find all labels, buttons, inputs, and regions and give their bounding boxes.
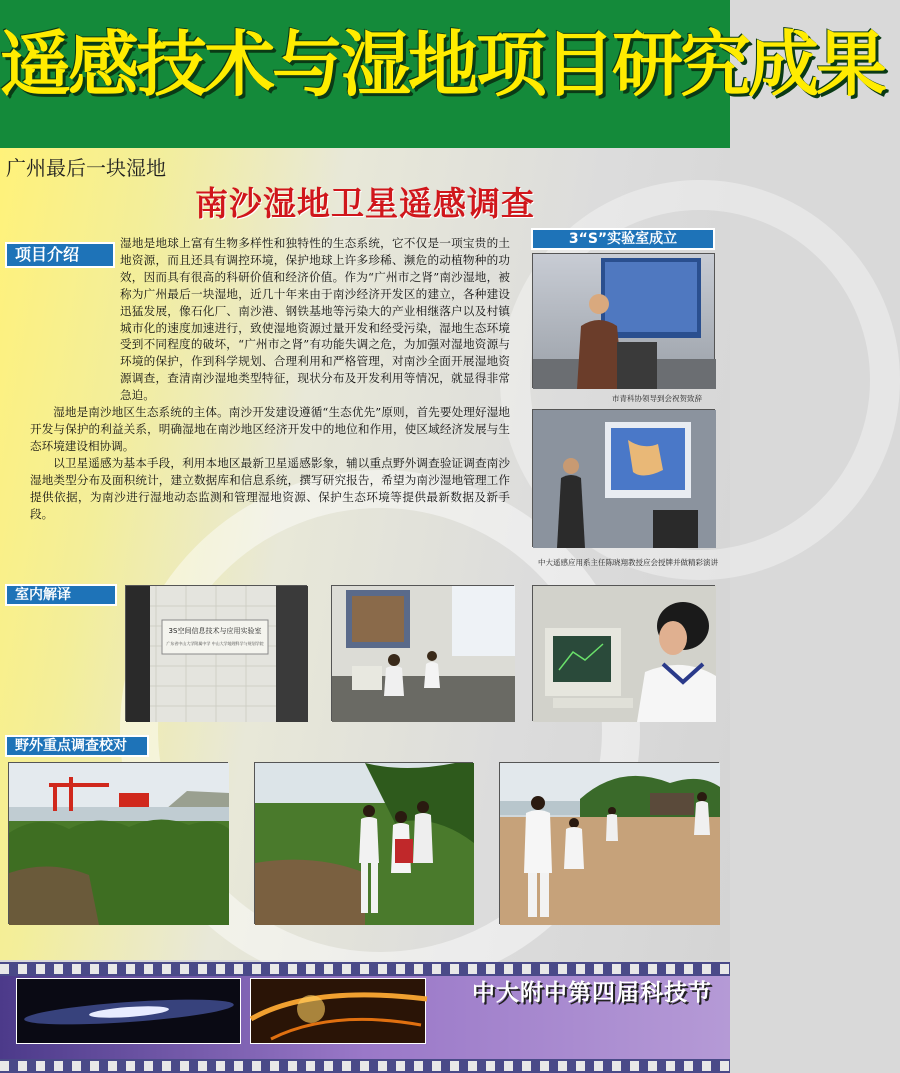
indoor-photo-student — [532, 585, 715, 721]
poster-title: 遥感技术与湿地项目研究成果 — [0, 23, 885, 106]
subtitle-line-1: 广州最后一块湿地 — [6, 156, 166, 180]
field-photo-students-bushes — [254, 762, 473, 924]
poster-header — [0, 0, 885, 148]
lab-sign-line-2: 广东省中山大学附属中学 中山大学地理科学与规划学院 — [166, 641, 264, 646]
field-photo-port — [8, 762, 228, 924]
footer-abstract-image — [250, 978, 426, 1044]
film-holes-bottom — [0, 1061, 730, 1071]
lab-sign-line-1: 3S空间信息技术与应用实验室 — [168, 627, 262, 635]
indoor-photo-computers — [331, 585, 514, 721]
section-label-intro: 项目介绍 — [5, 242, 115, 268]
subtitle-line-2: 南沙湿地卫星遥感调查 — [195, 184, 535, 223]
lab-photo-speech — [532, 253, 715, 388]
field-photo-students-shore — [499, 762, 719, 924]
intro-paragraph-1: 湿地是地球上富有生物多样性和独特性的生态系统，它不仅是一项宝贵的土地资源，而且还具有调控环境，保护地球上许多珍稀、濒危的动植物种的功效，因而具有很高的科研价值和经济价值。作为“广州市之肾”南沙湿地，被称为广州最后一块湿地，近几十年来由于南沙经济开发区的建立，各种建设迅猛发展，像石化厂、南沙港、钢铁基地等污染大的产业相继落户以及村镇城市化的速度加速进行，致使湿地资源过量开发和经受污染，湿地生态环境受到不同程度的破坏，“广州市之肾”有功能失调之危，为加强对湿地资源与环境的保护，作到科学规划、合理利用和严格管理，对南沙全面开展湿地资源调查，查清南沙湿地类型特征，现状分布及开发利用等情况，就显得非常急迫。 — [120, 236, 510, 403]
film-holes-top — [0, 964, 730, 974]
section-label-field: 野外重点调查校对 — [5, 735, 149, 757]
indoor-photo-sign — [125, 585, 307, 721]
lab-photo-lecture — [532, 409, 715, 547]
footer-galaxy-image — [16, 978, 241, 1044]
photo-caption-2: 中大遥感应用系主任陈晓翔教授应会授牌并做精彩演讲 — [538, 558, 718, 567]
photo-caption-1: 市青科协领导到会祝贺致辞 — [612, 394, 702, 403]
intro-text — [30, 235, 510, 522]
intro-paragraph-2: 湿地是南沙地区生态系统的主体。南沙开发建设遵循“生态优先”原则，首先要处理好湿地开发与保护的利益关系，明确湿地在南沙地区经济开发中的地位和作用，使区域经济发展与生态环境建设相协调。 — [30, 405, 510, 453]
section-label-indoor: 室内解译 — [5, 584, 117, 606]
footer-title: 中大附中第四届科技节 — [472, 980, 712, 1006]
section-label-lab: 3“S”实验室成立 — [531, 228, 715, 250]
intro-paragraph-3: 以卫星遥感为基本手段，利用本地区最新卫星遥感影象，辅以重点野外调查验证调查南沙湿地类型分布及面积统计，建立数据库和信息系统，撰写研究报告，希望为南沙湿地管理工作提供依据，为南沙进行湿地动态监测和管理湿地资源、保护生态环境等提供最新数据及新手段。 — [30, 455, 510, 521]
footer-film-strip — [0, 962, 730, 1073]
